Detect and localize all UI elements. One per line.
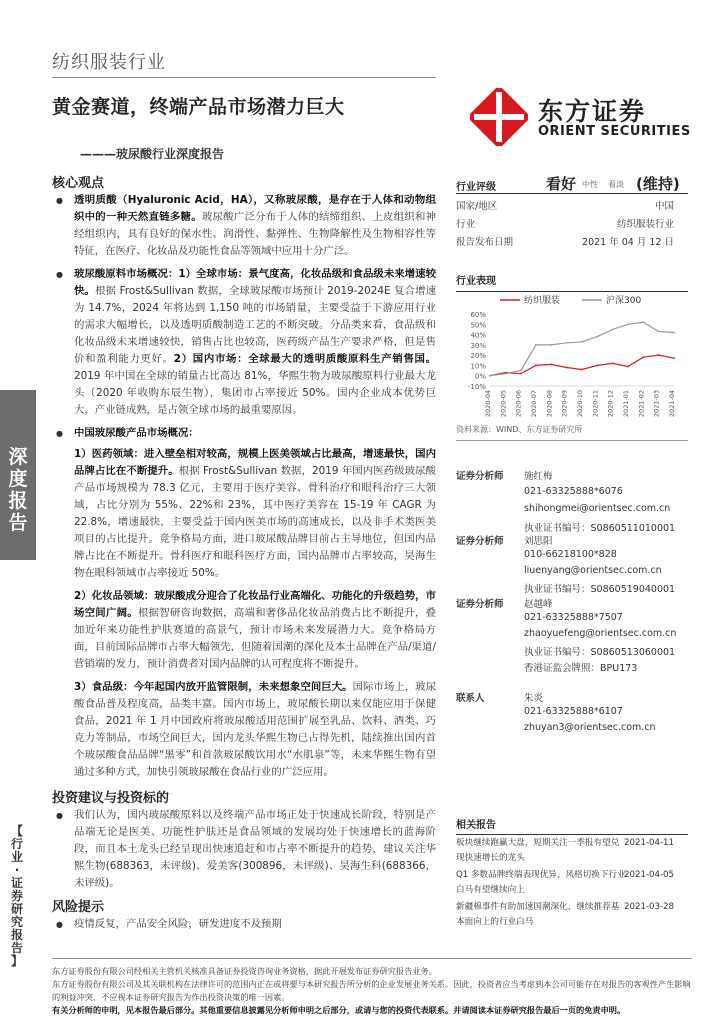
data-point — [658, 331, 660, 333]
related-report-date: 2021-04-11 — [624, 838, 674, 848]
related-report-title: 新疆棉事件有助加速国潮深化，继续推荐基本面向上的行业白马 — [456, 902, 620, 927]
data-point — [596, 336, 598, 338]
paragraph-text: 根据 Frost&Sullivan 数据，全球玻尿酸市场预计 2019-2024E 复合增速为 14.7%，2024 年将达到 1,150 吨的市场销量，主要受益于下游应用行业的需求大幅增长，以及透明质酸制造工艺的不断突破。分品类来看，食品级和化妆品级未来增速较快，销售占比也较高，医药级产品生产要求严格，但是售价和盈利能力更好。 — [74, 285, 437, 365]
paragraph-bold: 1）医药领域：进入壁垒相对较高，规模上医美领域占比最高，增速最快，国内品牌占比在不断提升。 — [74, 448, 436, 477]
info-value: 纺织服装行业 — [616, 219, 674, 230]
contact-name: 朱炎 — [524, 693, 544, 704]
analyst-cert: 执业证书编号：S0860519040001 — [524, 584, 676, 595]
analyst-role: 证券分析师 — [456, 536, 504, 547]
contact-role: 联系人 — [456, 693, 485, 704]
x-tick-label: 2020-08 — [545, 390, 554, 418]
data-point — [566, 367, 568, 369]
data-point — [581, 369, 583, 371]
data-point — [642, 321, 644, 323]
data-point — [673, 332, 675, 334]
chart-source: 资料来源：WIND、东方证券研究所 — [456, 425, 583, 434]
info-value: 中国 — [654, 201, 674, 212]
y-tick-label: 10% — [470, 362, 486, 371]
data-point — [520, 370, 522, 372]
contact-block — [456, 690, 688, 742]
data-point — [627, 323, 629, 325]
paragraph-text: 根据智研咨询数据，高端和奢侈品化妆品消费占比不断提升，叠加近年来功能性护肤赛道的高景气，预计市场未来发展潜力大。竞争格局方面，目前国际品牌市占率大幅领先，但随着国潮的深化及本土品牌在产品/渠道/营销端的发力，预计消费者对国内品牌的认可程度将不断提升。 — [74, 607, 437, 670]
section-heading: 风险提示 — [52, 900, 105, 915]
core-view-section — [52, 172, 436, 933]
data-point — [535, 344, 537, 346]
logo-mark-icon — [470, 88, 528, 146]
related-report-item[interactable] — [456, 836, 688, 866]
data-point — [520, 373, 522, 375]
sector-label: 纺织服装行业 — [52, 52, 166, 73]
analyst-name: 刘思阳 — [524, 536, 553, 547]
analyst-email[interactable]: liuenyang@orientsec.com.cn — [524, 565, 662, 576]
y-tick-label: 60% — [470, 311, 486, 319]
x-tick-label: 2020-07 — [530, 390, 538, 418]
analyst-license: 香港证监会牌照：BPU173 — [524, 663, 638, 674]
y-tick-label: 40% — [470, 331, 486, 340]
data-point — [550, 364, 552, 366]
legend-label: 纺织服装 — [524, 296, 561, 306]
x-tick-label: 2020-09 — [560, 390, 569, 418]
data-point — [673, 357, 675, 359]
analyst-block — [456, 533, 688, 595]
info-key: 报告发布日期 — [456, 237, 514, 248]
contact-phone: 021-63325888*6107 — [524, 706, 623, 717]
paragraph-text: 2019 年中国在全球的销量占比高达 81%，华熙生物为玻尿酸原料行业最大龙头（2020 年收购东辰生物），集团市占率接近 50%。国内企业成本优势巨大，产业链成熟，是占领全球市场的最重要原因。 — [74, 370, 436, 416]
disclaimer — [52, 958, 692, 1017]
x-tick-label: 2021-04 — [668, 390, 676, 418]
paragraph — [52, 425, 436, 442]
side-tab-label: 深 度 报 告 — [8, 446, 28, 534]
paragraph: ● 疫情反复，产品安全风险，研发进度不及预期 — [52, 916, 436, 933]
paragraph-bold: 2）化妆品领域：玻尿酸成分迎合了化妆品行业高端化、功能化的升级趋势，市场空间广阔。 — [74, 590, 436, 619]
legend-label: 沪深300 — [606, 296, 642, 306]
related-report-item[interactable] — [456, 868, 688, 898]
paragraph-bold: 玻尿酸原料市场概况：1）全球市场：景气度高，化妆品级和食品级未来增速较快。 — [74, 268, 436, 297]
logo-text-en: ORIENT SECURITIES — [538, 124, 691, 139]
paragraph — [52, 446, 436, 582]
y-tick-label: 30% — [470, 341, 486, 350]
paragraph — [52, 266, 436, 419]
paragraph-text: 根据 Frost&Sullivan 数据，2019 年国内医药级玻尿酸产品市场规模为 78.3 亿元，主要用于医疗美容、骨科治疗和眼科治疗三大领域，占比分别为 55%、22%和 23%，其中医疗美容在 15-19 年 CAGR 为 22.8%，增速最快，主要受益于国内医美市场的高速成长，以及非手术类医美项目的占比提升。竞争格局方面，进口玻尿酸品牌目前占主导地位，但国内品牌占比在不断提升。骨科医疗和眼科医疗方面，国内品牌市占率较高，昊海生物在眼科领域市占率接近 50%。 — [74, 465, 436, 579]
info-row — [456, 194, 688, 212]
paragraph-text: 玻尿酸广泛分布于人体的结缔组织、上皮组织和神经组织内，具有良好的保水性、润滑性、黏弹性、生物降解性及生物相容性等特征，在医疗、化妆品及功能性食品等领域中应用十分广泛。 — [74, 211, 436, 257]
series-line-textile — [490, 355, 674, 376]
rating-bearish: 看淡 — [608, 180, 624, 189]
analyst-role: 证券分析师 — [456, 599, 504, 610]
report-title: 黄金赛道，终端产品市场潜力巨大 — [52, 96, 345, 118]
data-point — [627, 366, 629, 368]
data-point — [489, 375, 491, 377]
y-tick-label: -10% — [467, 383, 486, 391]
orient-securities-logo — [470, 92, 700, 148]
report-subtitle: ———玻尿酸行业深度报告 — [80, 147, 225, 161]
analyst-phone: 021-63325888*6076 — [524, 486, 623, 497]
paragraph-bold: 3）食品级：今年起国内放开监管限制，未来想象空间巨大。 — [74, 681, 353, 693]
paragraph — [52, 588, 436, 673]
analyst-role: 证券分析师 — [456, 471, 504, 482]
divider — [52, 958, 692, 959]
side-vertical-label: 【 行 业 · 证 券 研 究 报 告 】 — [10, 824, 23, 968]
related-report-title: 板块继续跑赢大盘，短期关注一季报有望兑现快速增长的龙头 — [456, 838, 620, 863]
rating-row — [456, 172, 688, 194]
divider — [456, 440, 688, 441]
analyst-name: 赵越峰 — [524, 599, 553, 610]
paragraph — [52, 192, 436, 260]
paragraph-bold: 中国玻尿酸产品市场概况： — [74, 427, 199, 439]
info-row — [456, 212, 688, 230]
y-tick-label: 20% — [470, 352, 486, 361]
y-tick-label: 0% — [474, 372, 486, 381]
paragraph: ● 我们认为，国内玻尿酸原料以及终端产品市场正处于快速成长阶段，特别是产品端无论是医美、功能性护肤还是食品领域的发展均处于快速增长的蓝海阶段，而且本土龙头已经呈现出快速追赶和市占率不断提升的趋势，建议关注华熙生物(688363，未评级)、爱美客(300896，未评级)、昊海生科(688366，未评级)。 — [52, 807, 436, 892]
data-point — [550, 344, 552, 346]
data-point — [504, 373, 506, 375]
analyst-block — [456, 596, 688, 674]
analyst-email[interactable]: zhaoyuefeng@orientsec.com.cn — [524, 628, 677, 639]
data-point — [596, 365, 598, 367]
series-line-csi300 — [490, 322, 674, 376]
analyst-email[interactable]: shihongmei@orientsec.com.cn — [524, 503, 671, 514]
data-point — [535, 365, 537, 367]
x-tick-label: 2020-10 — [576, 390, 584, 418]
x-tick-label: 2020-11 — [591, 390, 600, 418]
data-point — [566, 342, 568, 344]
analyst-cert: 执业证书编号：S0860513060001 — [524, 647, 676, 658]
divider — [52, 77, 436, 78]
analyst-name: 施红梅 — [524, 471, 553, 482]
info-key: 国家/地区 — [456, 201, 498, 212]
disclaimer-text: 东方证券股份有限公司经相关主管机关核准具备证券投资咨询业务资格，据此开展发布证券研究报告业务。 — [52, 966, 437, 976]
info-key: 行业 — [456, 219, 476, 230]
rating-label: 行业评级 — [456, 182, 496, 193]
data-point — [658, 354, 660, 356]
disclaimer-text: 有关分析师的申明，见本报告最后部分。其他重要信息披露见分析师申明之后部分，或请与您的投资代表联系。并请阅读本证券研究报告最后一页的免责申明。 — [52, 1005, 626, 1015]
performance-title: 行业表现 — [456, 272, 688, 292]
paragraph — [52, 679, 436, 781]
paragraph-bold: 透明质酸（Hyaluronic Acid，HA），又称玻尿酸，是存在于人体和动物组织中的一种天然直链多糖。 — [74, 194, 436, 223]
info-row — [456, 230, 688, 248]
x-tick-label: 2020-05 — [499, 390, 508, 418]
paragraph-bold: 2）国内市场：全球最大的透明质酸原料生产销售国。 — [173, 353, 436, 365]
related-report-date: 2021-04-05 — [624, 870, 674, 880]
related-report-date: 2021-03-28 — [624, 902, 674, 912]
data-point — [612, 362, 614, 364]
performance-chart — [456, 290, 688, 420]
x-tick-label: 2021-02 — [637, 390, 646, 418]
data-point — [612, 329, 614, 331]
analyst-cert: 执业证书编号：S0860511010001 — [524, 523, 676, 534]
x-tick-label: 2020-12 — [606, 390, 615, 418]
rating-neutral: 中性 — [582, 180, 598, 189]
x-tick-label: 2021-01 — [622, 390, 630, 418]
data-point — [642, 356, 644, 358]
data-point — [581, 341, 583, 343]
analyst-block — [456, 468, 688, 534]
analyst-phone: 010-66218100*828 — [524, 549, 617, 560]
related-report-title: Q1 多数品牌终端表现优异，风格切换下行业白马有望继续向上 — [456, 870, 626, 895]
related-reports-title: 相关报告 — [456, 816, 688, 835]
side-tab — [0, 390, 36, 560]
paragraph-text: 国际市场上，玻尿酸食品普及程度高，品类丰富。国内市场上，玻尿酸长期以来仅能应用于保健食品，2021 年 1 月中国政府将玻尿酸适用范围扩展至乳品、饮料、酒类、巧克力等制品，市场空间巨大，国内龙头华熙生物已占得先机，陆续推出国内首个玻尿酸食品品牌“黑零”和首款玻尿酸饮用水“水肌泉”等，未来华熙生物有望通过多种方式，加快引领玻尿酸在食品行业的广泛应用。 — [74, 681, 436, 778]
section-heading: 核心观点 — [52, 176, 105, 191]
x-tick-label: 2020-04 — [484, 390, 492, 418]
disclaimer-text: 东方证券股份有限公司及其关联机构在法律许可的范围内正在或将要与本研究报告所分析的企业发展业务关系。因此，投资者应当考虑到本公司可能存在对报告的客观性产生影响的利益冲突，不应视本证券研究报告为作出投资决策的唯一因素。 — [52, 979, 691, 1002]
x-tick-label: 2021-03 — [652, 390, 661, 418]
logo-text-cn: 东方证券 — [538, 97, 647, 126]
x-tick-label: 2020-06 — [514, 390, 523, 418]
rating-status: (维持) — [636, 175, 680, 193]
contact-email[interactable]: zhuyan3@orientsec.com.cn — [524, 722, 656, 733]
info-value: 2021 年 04 月 12 日 — [582, 237, 674, 248]
y-tick-label: 50% — [470, 321, 486, 330]
analyst-phone: 021-63325888*7507 — [524, 612, 623, 623]
related-report-item[interactable] — [456, 900, 688, 930]
section-heading: 投资建议与投资标的 — [52, 791, 170, 806]
rating-value: 看好 — [546, 175, 577, 193]
rating-panel — [456, 172, 688, 248]
